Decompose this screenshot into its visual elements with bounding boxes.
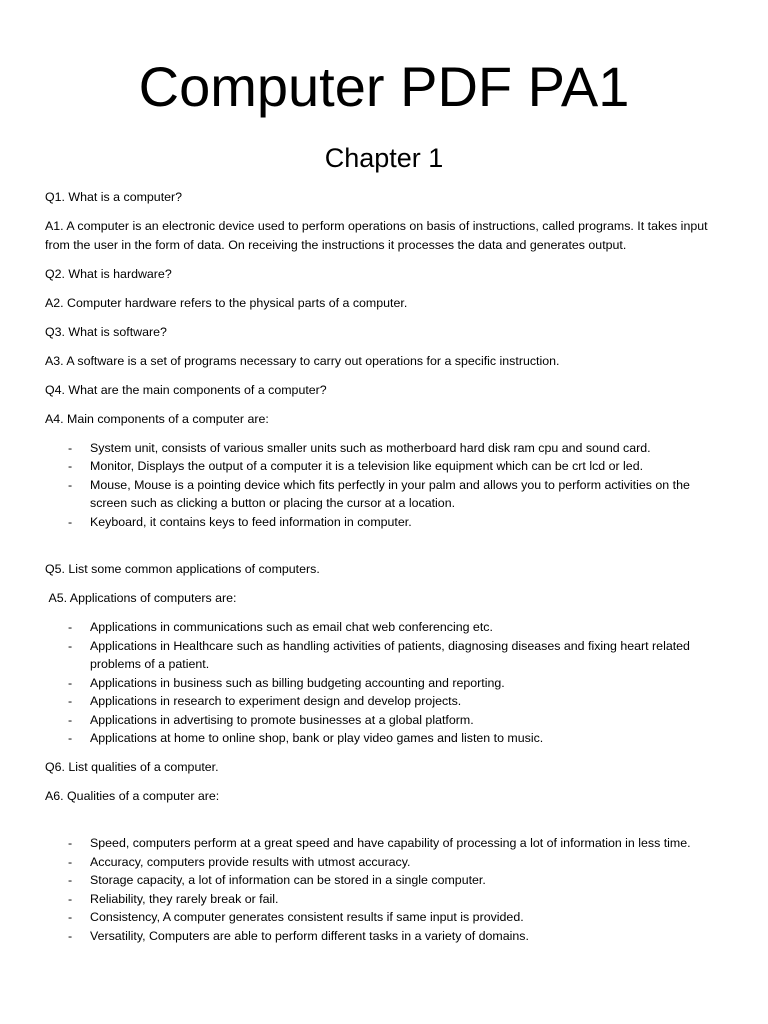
list-item: - Mouse, Mouse is a pointing device which fits perfectly in your palm and allows you to perform activities on the screen such as clicking a button or placing the cursor at a location. bbox=[68, 477, 690, 510]
answer-6: A6. Qualities of a computer are: bbox=[45, 789, 220, 803]
question-2: Q2. What is hardware? bbox=[45, 266, 172, 281]
question-5: Q5. List some common applications of computers. bbox=[45, 562, 320, 576]
answer-1: A1. A computer is an electronic device used to perform operations on basis of instructions, called programs. It takes input from the user in the form of data. On receiving the instructions it processes the data and generates output. bbox=[45, 219, 712, 252]
bullet-dash: - bbox=[68, 910, 73, 924]
list-item: - Applications in communications such as email chat web conferencing etc. bbox=[45, 618, 725, 637]
list-item: - Storage capacity, a lot of information can be stored in a single computer. bbox=[45, 871, 725, 890]
list-item: - Versatility, Computers are able to perform different tasks in a variety of domains. bbox=[45, 927, 725, 946]
bullet-dash: - bbox=[68, 620, 73, 634]
bullet-dash: - bbox=[68, 638, 73, 653]
answer-3: A3. A software is a set of programs necessary to carry out operations for a specific instruction. bbox=[45, 353, 560, 368]
document-body bbox=[45, 188, 725, 956]
bullet-dash: - bbox=[68, 891, 73, 906]
answer-4-list bbox=[45, 439, 725, 532]
question-3: Q3. What is software? bbox=[45, 324, 167, 339]
list-item: - Applications at home to online shop, bank or play video games and listen to music. bbox=[45, 729, 725, 748]
bullet-dash: - bbox=[68, 675, 73, 690]
bullet-dash: - bbox=[68, 514, 73, 529]
bullet-dash: - bbox=[68, 731, 73, 745]
list-item: - Reliability, they rarely break or fail. bbox=[45, 890, 725, 909]
list-item: - Applications in business such as billing budgeting accounting and reporting. bbox=[45, 674, 725, 693]
bullet-dash: - bbox=[68, 712, 73, 727]
answer-6-list bbox=[45, 834, 725, 945]
bullet-dash: - bbox=[68, 854, 73, 869]
list-item: - Consistency, A computer generates consistent results if same input is provided. bbox=[45, 908, 725, 927]
chapter-heading: Chapter 1 bbox=[324, 143, 444, 173]
answer-5-list bbox=[45, 618, 725, 748]
bullet-dash: - bbox=[68, 477, 73, 492]
bullet-dash: - bbox=[68, 836, 73, 850]
list-item: - System unit, consists of various smaller units such as motherboard hard disk ram cpu and sound card. bbox=[45, 439, 725, 458]
answer-2: A2. Computer hardware refers to the physical parts of a computer. bbox=[45, 295, 408, 310]
list-item: - Monitor, Displays the output of a computer it is a television like equipment which can be crt lcd or led. bbox=[45, 457, 725, 476]
bullet-dash: - bbox=[68, 459, 73, 473]
list-item: - Applications in Healthcare such as handling activities of patients, diagnosing diseases and fixing heart related problems of a patient. bbox=[68, 638, 690, 671]
list-item: - Keyboard, it contains keys to feed information in computer. bbox=[45, 513, 725, 532]
bullet-dash: - bbox=[68, 694, 73, 708]
question-1: Q1. What is a computer? bbox=[45, 190, 183, 204]
bullet-dash: - bbox=[68, 440, 73, 455]
spacer bbox=[45, 816, 725, 834]
bullet-dash: - bbox=[68, 873, 73, 887]
list-item: - Applications in research to experiment design and develop projects. bbox=[45, 692, 725, 711]
answer-4: A4. Main components of a computer are: bbox=[45, 411, 269, 426]
document-title: Computer PDF PA1 bbox=[138, 55, 630, 118]
list-item: - Applications in advertising to promote businesses at a global platform. bbox=[45, 711, 725, 730]
bullet-dash: - bbox=[68, 928, 73, 943]
question-6: Q6. List qualities of a computer. bbox=[45, 760, 219, 774]
list-item: - Accuracy, computers provide results with utmost accuracy. bbox=[45, 853, 725, 872]
question-4: Q4. What are the main components of a computer? bbox=[45, 382, 327, 397]
answer-5: A5. Applications of computers are: bbox=[45, 591, 237, 605]
list-item: - Speed, computers perform at a great speed and have capability of processing a lot of information in less time. bbox=[45, 834, 725, 853]
